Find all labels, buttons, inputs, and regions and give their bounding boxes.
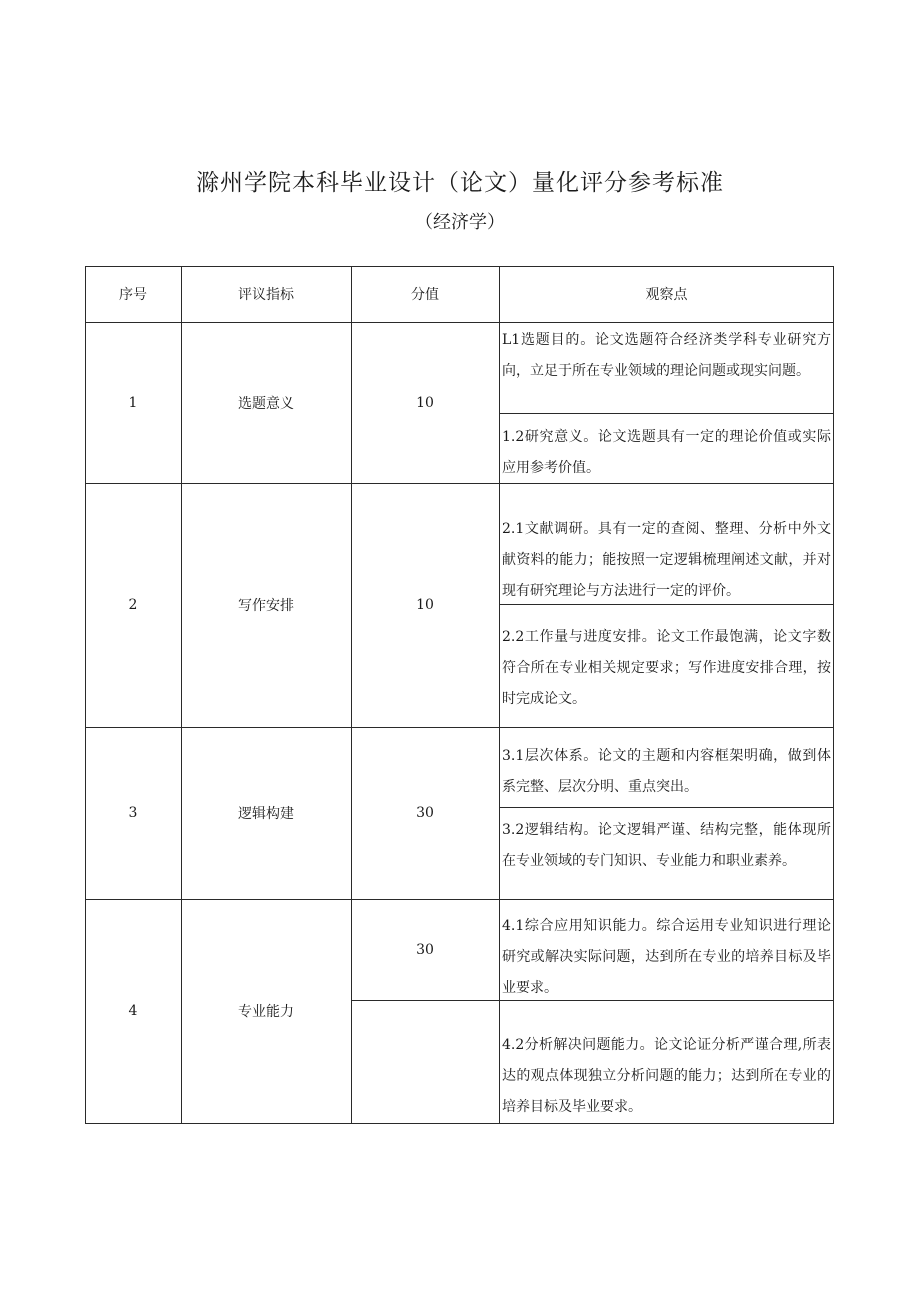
row-2-index: 2 [128,597,138,613]
table-border-bottom [85,1123,834,1124]
row-2-point-2: 2.2工作量与进度安排。论文工作最饱满，论文字数符合所在专业相关规定要求；写作进度安排合理，按时完成论文。 [502,629,831,707]
header-score: 分值 [411,287,439,303]
header-observation: 观察点 [645,287,688,303]
row-4-indicator: 专业能力 [238,1004,294,1020]
document-subtitle: （经济学） [415,212,505,233]
row-3-indicator: 逻辑构建 [238,806,294,822]
row-3-point-2: 3.2逻辑结构。论文逻辑严谨、结构完整，能体现所在专业领域的专门知识、专业能力和职业素养。 [502,822,831,869]
row-3-score: 30 [416,805,434,821]
row-2-point-1: 2.1文献调研。具有一定的查阅、整理、分析中外文献资料的能力；能按照一定逻辑梳理阐述文献，并对现有研究理论与方法进行一定的评价。 [502,521,831,599]
point-divider-1 [499,413,834,414]
header-index: 序号 [119,287,147,303]
row-4-point-1: 4.1综合应用知识能力。综合运用专业知识进行理论研究或解决实际问题，达到所在专业的培养目标及毕业要求。 [502,918,831,996]
point-divider-3 [499,807,834,808]
row-1-indicator: 选题意义 [238,395,294,412]
row-4-score: 30 [416,941,434,958]
row-4-index: 4 [128,1003,138,1019]
document-title: 滁州学院本科毕业设计（论文）量化评分参考标准 [196,170,724,196]
row-1-point-2: 1.2研究意义。论文选题具有一定的理论价值或实际应用参考价值。 [502,429,831,476]
row-3-point-1: 3.1层次体系。论文的主题和内容框架明确，做到体系完整、层次分明、重点突出。 [502,748,831,795]
row-3-index: 3 [128,805,138,821]
table-border-right [833,266,834,1124]
row-1-index: 1 [128,394,138,411]
row-1-point-1: L1选题目的。论文选题符合经济类学科专业研究方向，立足于所在专业领域的理论问题或现实问题。 [502,332,831,379]
scoring-table [85,266,834,1124]
row-4-point-2: 4.2分析解决问题能力。论文论证分析严谨合理,所表达的观点体现独立分析问题的能力；达到所在专业的培养目标及毕业要求。 [502,1037,831,1115]
row-2-indicator: 写作安排 [238,598,294,614]
header-indicator: 评议指标 [238,287,294,303]
row-2-score: 10 [416,597,434,613]
row-1-score: 10 [416,394,434,411]
